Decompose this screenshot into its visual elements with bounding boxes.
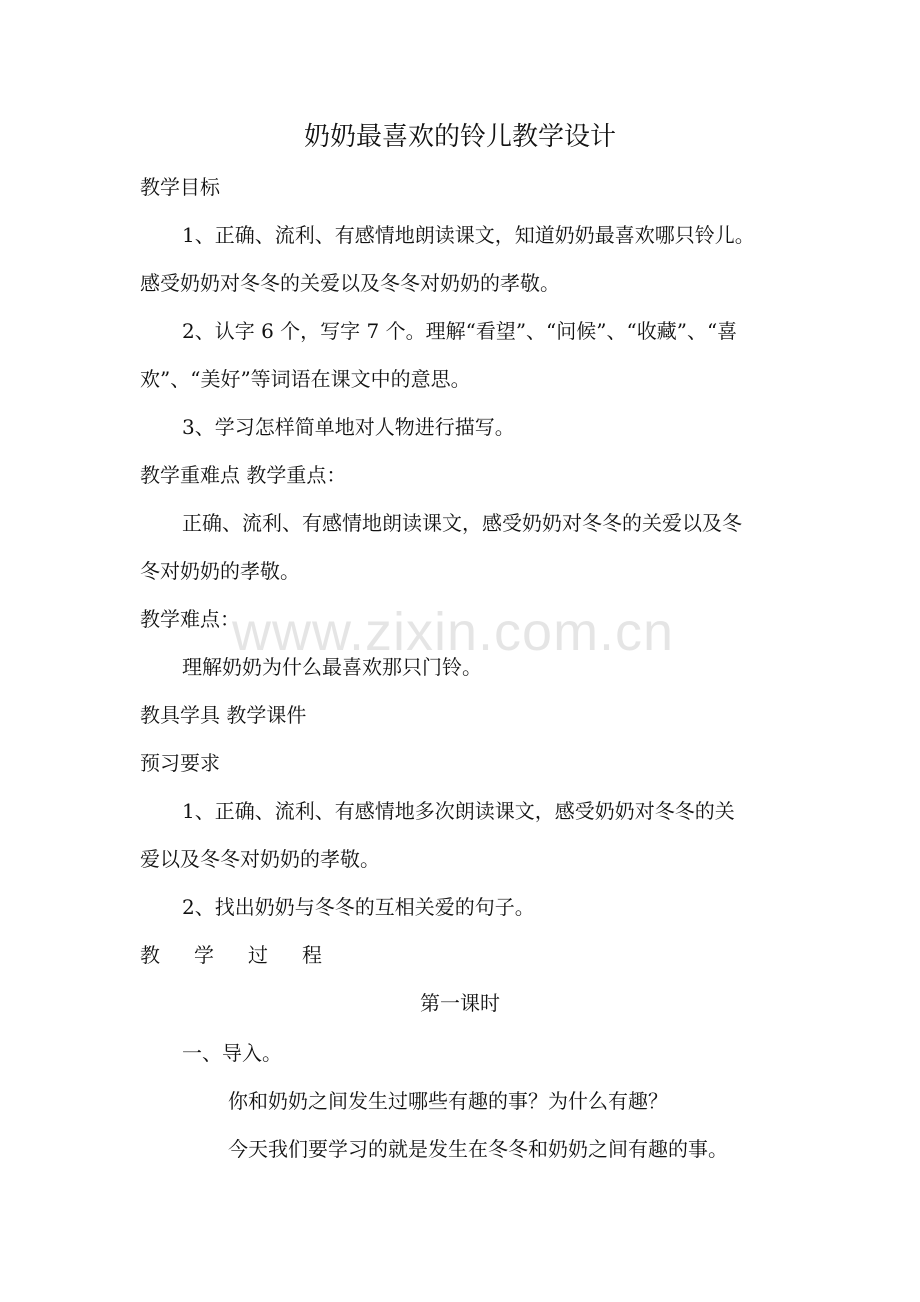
- document-title: 奶奶最喜欢的铃儿教学设计: [303, 122, 616, 152]
- goal-2-line-2: 欢”、“美好”等词语在课文中的意思。: [140, 367, 471, 391]
- heading-teaching-aids: 教具学具 教学课件: [140, 703, 307, 727]
- intro-question: 你和奶奶之间发生过哪些有趣的事？为什么有趣？: [228, 1089, 668, 1113]
- heading-teaching-goals: 教学目标: [140, 175, 220, 199]
- heading-teaching-process: 教学过程: [140, 943, 356, 967]
- heading-preview: 预习要求: [140, 751, 220, 775]
- goal-1-line-2: 感受奶奶对冬冬的关爱以及冬冬对奶奶的孝敬。: [140, 271, 560, 295]
- preview-1-line-1: 1、正确、流利、有感情地多次朗读课文，感受奶奶对冬冬的关: [182, 799, 735, 823]
- key-point-line-1: 正确、流利、有感情地朗读课文，感受奶奶对冬冬的关爱以及冬: [182, 511, 742, 535]
- heading-difficulty: 教学难点：: [140, 607, 240, 631]
- goal-3: 3、学习怎样简单地对人物进行描写。: [182, 415, 515, 439]
- preview-1-line-2: 爱以及冬冬对奶奶的孝敬。: [140, 847, 380, 871]
- key-point-line-2: 冬对奶奶的孝敬。: [140, 559, 300, 583]
- difficulty-text: 理解奶奶为什么最喜欢那只门铃。: [182, 655, 482, 679]
- section-intro: 一、导入。: [182, 1041, 282, 1065]
- intro-statement: 今天我们要学习的就是发生在冬冬和奶奶之间有趣的事。: [228, 1137, 728, 1161]
- heading-key-points: 教学重难点 教学重点：: [140, 463, 347, 487]
- heading-first-lesson: 第一课时: [420, 991, 500, 1015]
- watermark: www.zixin.com.cn: [232, 602, 675, 662]
- goal-2-line-1: 2、认字 6 个，写字 7 个。理解“看望”、“问候”、“收藏”、“喜: [182, 319, 738, 343]
- preview-2: 2、找出奶奶与冬冬的互相关爱的句子。: [182, 895, 535, 919]
- goal-1-line-1: 1、正确、流利、有感情地朗读课文，知道奶奶最喜欢哪只铃儿。: [182, 223, 755, 247]
